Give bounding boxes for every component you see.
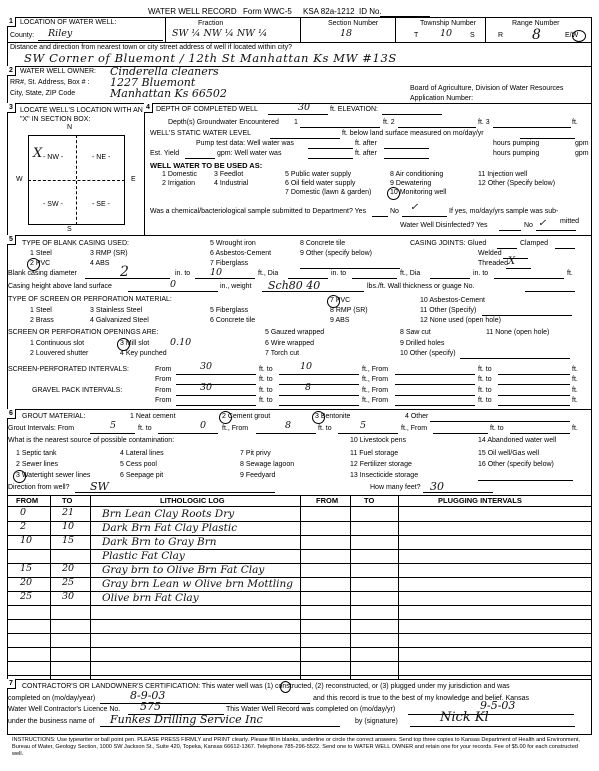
- instructions: INSTRUCTIONS: Use typewriter or ball point pen. PLEASE PRESS FIRMLY and PRINT clearly. Please fill in blanks, underline or circle the correct answers. Send top three copies to Kansas Department of Health and Environment, Bureau of Water, Geology Section, 1000 SW Jackson St., Suite 420, Topeka, Kansas 66612-1367. Telephone 785-296-5522. Send one to WATER WELL OWNER and retain one for your records. Fee of $5.00 for each constructed well.: [12, 737, 580, 757]
- log-row-from: 25: [20, 591, 33, 602]
- grout-cement: 2 Cement grout: [222, 413, 271, 420]
- business-value: Funkes Drilling Service Inc: [110, 713, 263, 726]
- perforated-intervals-label: SCREEN-PERFORATED INTERVALS:: [8, 366, 129, 373]
- record-completed-label: This Water Well Record was completed on (mo/day/yr): [226, 706, 396, 713]
- opening-mill-slot: 3 Mill slot: [120, 340, 150, 347]
- log-row-text: Dark Brn Fat Clay Plastic: [102, 522, 238, 534]
- depth-value: 30: [298, 102, 311, 113]
- static-level-label: WELL'S STATIC WATER LEVEL: [150, 130, 252, 137]
- application-label: Application Number:: [410, 95, 474, 102]
- section-value: 18: [340, 28, 353, 39]
- plug-header: PLUGGING INTERVALS: [438, 496, 522, 505]
- screen-material-label: TYPE OF SCREEN OR PERFORATION MATERIAL:: [8, 296, 172, 303]
- log-row-line: [7, 563, 592, 564]
- casing-height-value: 0: [170, 279, 177, 290]
- sample-label: Was a chemical/bacteriological sample submitted to Department? Yes: [150, 208, 367, 215]
- use-monitoring-well: 10 Monitoring well: [390, 189, 447, 196]
- distance-value: SW Corner of Bluemont / 12th St Manhattan Ks MW #13S: [24, 51, 397, 65]
- bentonite-circle: [312, 411, 325, 424]
- monitoring-well-circle: [387, 187, 400, 200]
- log-row-line: [7, 577, 592, 578]
- section-7-number: 7: [7, 679, 16, 689]
- cement-grout-circle: [219, 411, 232, 424]
- business-label: under the business name of: [8, 718, 95, 725]
- gravel-intervals-label: GRAVEL PACK INTERVALS:: [32, 387, 123, 394]
- casing-pvc: 2 PVC: [30, 260, 51, 267]
- log-row-from: 0: [20, 507, 27, 518]
- log-row-from: 20: [20, 577, 33, 588]
- groundwater-label: Depth(s) Groundwater Encountered: [168, 119, 279, 126]
- locate-title: LOCATE WELL'S LOCATION WITH AN "X" IN SECTION BOX:: [20, 107, 143, 123]
- log-row-line: [7, 605, 592, 606]
- log-row-line: [7, 549, 592, 550]
- log-row-line: [7, 591, 592, 592]
- log-to-header: TO: [62, 496, 73, 505]
- log-row-line: [7, 535, 592, 536]
- pump-test-label: Pump test data: Well water was: [196, 140, 294, 147]
- distance-feet-label: How many feet?: [370, 484, 421, 491]
- casing-weight-value: Sch80 40: [268, 279, 321, 292]
- log-row-line: [7, 661, 592, 662]
- township-label: Township Number: [420, 20, 477, 27]
- signature: Nick Kl: [440, 710, 489, 725]
- grout2-to-value: 5: [360, 420, 367, 431]
- depth-label: DEPTH OF COMPLETED WELL: [156, 106, 258, 113]
- diameter-label: Blank casing diameter: [8, 270, 77, 277]
- section-1-number: 1: [7, 17, 16, 27]
- joints-label: CASING JOINTS: Glued: [410, 240, 487, 247]
- ksa-ref: KSA 82a-1212: [303, 7, 355, 16]
- log-row-line: [7, 521, 592, 522]
- address-value: 1227 Bluemont: [110, 76, 196, 89]
- grout-bentonite: 3 Bentonite: [315, 413, 351, 420]
- sw-label: - SW -: [43, 201, 63, 208]
- log-row-line: [7, 619, 592, 620]
- owner-value: Cinderella cleaners: [110, 65, 219, 78]
- nw-label: - NW -: [43, 154, 64, 161]
- location-title: LOCATION OF WATER WELL:: [20, 19, 117, 26]
- grout-material-label: GROUT MATERIAL:: [22, 413, 86, 420]
- casing-height-label: Casing height above land surface: [8, 283, 112, 290]
- slot-size-value: 0.10: [170, 337, 192, 348]
- license-value: 575: [140, 700, 161, 713]
- log-row-to: 15: [62, 535, 75, 546]
- log-row-line: [7, 675, 592, 676]
- log-row-line: [7, 633, 592, 634]
- log-from-header: FROM: [16, 496, 39, 505]
- id-label: ID No.: [359, 7, 382, 16]
- section-2-number: 2: [7, 66, 16, 76]
- perf-from-value: 30: [200, 361, 213, 372]
- ne-label: - NE -: [92, 154, 111, 161]
- log-row-text: Dark Brn to Gray Brn: [102, 536, 217, 548]
- owner-label: WATER WELL OWNER:: [20, 68, 96, 75]
- range-value: 8: [532, 27, 541, 43]
- gravel-from-value: 30: [200, 382, 213, 393]
- board-label: Board of Agriculture, Division of Water Resources: [410, 85, 564, 92]
- log-row-to: 25: [62, 577, 75, 588]
- gravel-to-value: 8: [305, 382, 312, 393]
- address-label: RR#, St. Address, Box # :: [10, 79, 90, 86]
- certification-text: CONTRACTOR'S OR LANDOWNER'S CERTIFICATION: This water well was (1) constructed, (2) reconstructed, or (3) plugged under my jurisdiction and was: [22, 683, 510, 690]
- grout2-from-value: 8: [285, 420, 292, 431]
- city-label: City, State, ZIP Code: [10, 90, 76, 97]
- section-5-number: 5: [7, 235, 16, 245]
- county-label: County:: [10, 32, 35, 39]
- source-watertight: 3 Watertight sewer lines: [16, 472, 91, 479]
- distance-feet-value: 30: [430, 480, 444, 493]
- plug-from-header: FROM: [316, 496, 339, 505]
- direction-label: Direction from well?: [8, 484, 70, 491]
- litho-header: LITHOLOGIC LOG: [160, 496, 225, 505]
- log-row-text: Gray brn Lean w Olive brn Mottling: [102, 578, 294, 590]
- direction-value: SW: [90, 480, 109, 493]
- completed-value: 8-9-03: [130, 689, 166, 702]
- casing-type-label: TYPE OF BLANK CASING USED:: [22, 240, 129, 247]
- fraction-value: SW ¼ NW ¼ NW ¼: [172, 28, 268, 39]
- log-row-to: 30: [62, 591, 75, 602]
- perf-to-value: 10: [300, 361, 313, 372]
- grout1-from-value: 5: [110, 420, 117, 431]
- section-6-number: 6: [7, 409, 16, 419]
- grout-intervals-label: Grout Intervals: From: [8, 425, 75, 432]
- city-value: Manhattan Ks 66502: [110, 87, 227, 100]
- log-row-from: 10: [20, 535, 33, 546]
- grout1-to-value: 0: [200, 420, 207, 431]
- log-row-text: Gray brn to Olive Brn Fat Clay: [102, 564, 265, 576]
- watertight-sewer-circle: [13, 470, 26, 483]
- contamination-label: What is the nearest source of possible contamination:: [8, 437, 175, 444]
- section-label: Section Number: [328, 20, 379, 27]
- log-row-line: [7, 647, 592, 648]
- disinfected-label: Water Well Disinfected? Yes: [400, 222, 488, 229]
- form-title: WATER WELL RECORD: [148, 7, 237, 16]
- diameter-value: 2: [120, 264, 129, 280]
- openings-label: SCREEN OR PERFORATION OPENINGS ARE:: [8, 329, 159, 336]
- fraction-label: Fraction: [198, 20, 224, 27]
- diameter-depth-value: 10: [210, 267, 223, 278]
- screen-pvc: 7 PVC: [330, 297, 351, 304]
- completed-label: completed on (mo/day/year): [8, 695, 96, 702]
- record-completed-value: 9-5-03: [480, 699, 516, 712]
- log-row-to: 21: [62, 507, 75, 518]
- log-row-text: Brn Lean Clay Roots Dry: [102, 508, 235, 520]
- log-row-text: Plastic Fat Clay: [102, 550, 185, 562]
- constructed-circle: [280, 681, 291, 693]
- log-row-from: 2: [20, 521, 27, 532]
- county-value: Riley: [48, 28, 73, 39]
- plug-to-header: TO: [364, 496, 375, 505]
- township-value: 10: [440, 28, 453, 39]
- use-label: WELL WATER TO BE USED AS:: [150, 161, 263, 170]
- license-label: Water Well Contractor's Licence No.: [8, 706, 121, 713]
- distance-label: Distance and direction from nearest town or city street address of well if located within city?: [10, 44, 293, 51]
- west-circle: [572, 30, 586, 42]
- range-label: Range Number: [512, 20, 560, 27]
- log-row-text: Olive brn Fat Clay: [102, 592, 199, 604]
- log-row-from: 15: [20, 563, 33, 574]
- log-row-to: 10: [62, 521, 75, 532]
- form-number: Form WWC-5: [243, 7, 292, 16]
- section-4-number: 4: [144, 103, 153, 113]
- est-yield-label: Est. Yield: [150, 150, 180, 157]
- well-location-mark: X: [33, 146, 43, 161]
- signature-label: by (signature): [355, 718, 398, 725]
- section-3-number: 3: [7, 103, 16, 113]
- se-label: - SE -: [92, 201, 110, 208]
- log-row-to: 20: [62, 563, 75, 574]
